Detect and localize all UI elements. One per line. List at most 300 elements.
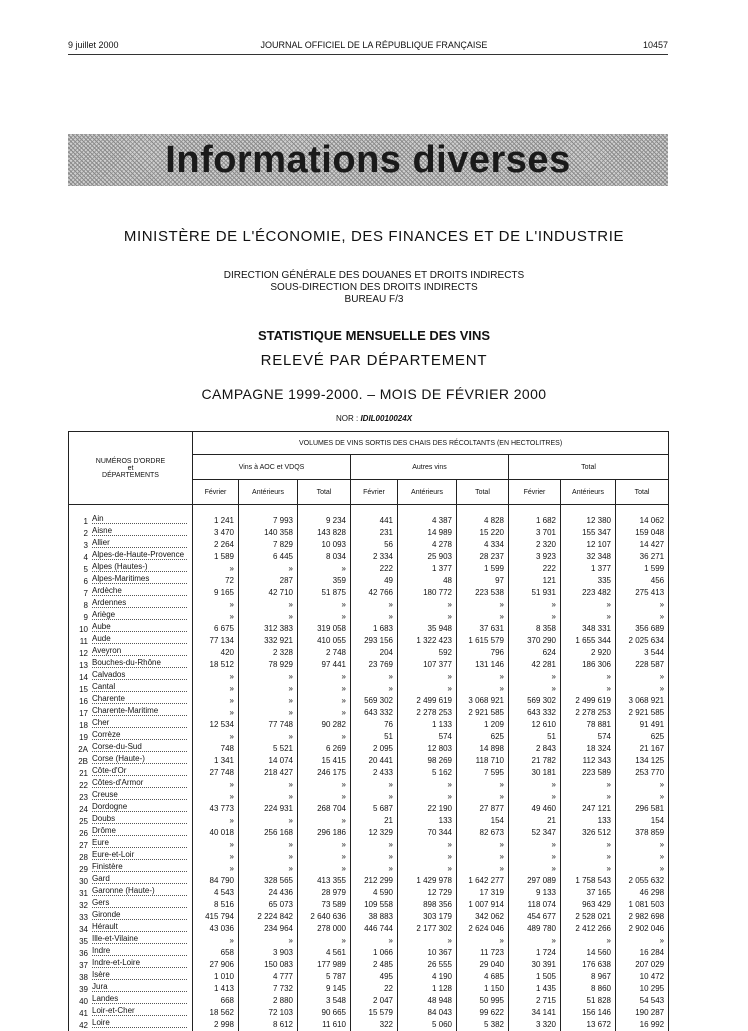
department-cell	[69, 863, 193, 875]
value-cell: 21 167	[616, 743, 669, 755]
value-cell: 107 377	[398, 659, 457, 671]
value-cell: 415 794	[193, 911, 239, 923]
value-cell: 30 391	[509, 959, 561, 971]
value-cell: 10 472	[616, 971, 669, 983]
value-cell: 18 512	[193, 659, 239, 671]
department-number: 30	[79, 877, 88, 886]
value-cell: 38 883	[351, 911, 398, 923]
department-name: Côtes-d'Armor	[92, 779, 187, 788]
value-cell: 625	[616, 731, 669, 743]
value-cell: 378 859	[616, 827, 669, 839]
value-cell: 5 521	[239, 743, 298, 755]
value-cell: 212 299	[351, 875, 398, 887]
value-cell: »	[616, 671, 669, 683]
value-cell: »	[193, 839, 239, 851]
value-cell: 332 921	[239, 635, 298, 647]
value-cell: 420	[193, 647, 239, 659]
department-number: 16	[79, 697, 88, 706]
value-cell: 1 505	[509, 971, 561, 983]
value-cell: »	[561, 935, 616, 947]
table-row	[69, 611, 669, 623]
value-cell: 9 165	[193, 587, 239, 599]
department-number: 13	[79, 661, 88, 670]
table-row	[69, 635, 669, 647]
value-cell: 8 860	[561, 983, 616, 995]
subcol-total: Total	[457, 480, 509, 505]
value-cell: »	[351, 839, 398, 851]
value-cell: 246 175	[298, 767, 351, 779]
value-cell: 97	[457, 575, 509, 587]
value-cell: 23 769	[351, 659, 398, 671]
department-number: 37	[79, 961, 88, 970]
department-number: 38	[79, 973, 88, 982]
value-cell: 5 787	[298, 971, 351, 983]
value-cell: 1 683	[351, 623, 398, 635]
department-number: 40	[79, 997, 88, 1006]
value-cell: »	[509, 779, 561, 791]
value-cell: 5 382	[457, 1019, 509, 1031]
value-cell: 8 516	[193, 899, 239, 911]
table-row	[69, 875, 669, 887]
table-row	[69, 731, 669, 743]
value-cell: 2 624 046	[457, 923, 509, 935]
value-cell: 326 512	[561, 827, 616, 839]
value-cell: 131 146	[457, 659, 509, 671]
department-number: 19	[79, 733, 88, 742]
department-cell	[69, 1007, 193, 1019]
value-cell: »	[239, 935, 298, 947]
value-cell: 70 344	[398, 827, 457, 839]
value-cell: 25 903	[398, 551, 457, 563]
value-cell: 37 165	[561, 887, 616, 899]
subcol-total: Total	[616, 480, 669, 505]
banner-title: Informations diverses	[165, 139, 571, 181]
subcol-fevrier: Février	[351, 480, 398, 505]
value-cell: 1 007 914	[457, 899, 509, 911]
department-name: Alpes-de-Haute-Provence	[92, 551, 187, 560]
value-cell: »	[239, 863, 298, 875]
department-name: Landes	[92, 995, 187, 1004]
department-name: Corrèze	[92, 731, 187, 740]
department-number: 18	[79, 721, 88, 730]
value-cell: 43 036	[193, 923, 239, 935]
table-row	[69, 923, 669, 935]
value-cell: 342 062	[457, 911, 509, 923]
value-cell: 293 156	[351, 635, 398, 647]
value-cell: 1 435	[509, 983, 561, 995]
value-cell: 253 770	[616, 767, 669, 779]
value-cell: 46 298	[616, 887, 669, 899]
department-cell	[69, 947, 193, 959]
value-cell: 8 612	[239, 1019, 298, 1031]
value-cell: 42 710	[239, 587, 298, 599]
department-name: Charente-Maritime	[92, 707, 187, 716]
value-cell: 6 675	[193, 623, 239, 635]
value-cell: 56	[351, 539, 398, 551]
value-cell: 12 803	[398, 743, 457, 755]
department-number: 36	[79, 949, 88, 958]
wine-statistics-table	[68, 431, 669, 1031]
value-cell: 8 358	[509, 623, 561, 635]
section-banner	[68, 134, 668, 186]
table-row	[69, 683, 669, 695]
value-cell: 76	[351, 719, 398, 731]
value-cell: 2 499 619	[561, 695, 616, 707]
value-cell: 36 271	[616, 551, 669, 563]
value-cell: 154	[616, 815, 669, 827]
value-cell: 2 224 842	[239, 911, 298, 923]
value-cell: 3 320	[509, 1019, 561, 1031]
value-cell: 231	[351, 527, 398, 539]
value-cell: »	[239, 599, 298, 611]
value-cell: 223 482	[561, 587, 616, 599]
value-cell: 48	[398, 575, 457, 587]
value-cell: 234 964	[239, 923, 298, 935]
releve-title: RELEVÉ PAR DÉPARTEMENT	[260, 352, 488, 369]
value-cell: »	[298, 779, 351, 791]
value-cell: »	[193, 791, 239, 803]
department-name: Charente	[92, 695, 187, 704]
value-cell: 1 599	[616, 563, 669, 575]
department-cell	[69, 959, 193, 971]
value-cell: 275 413	[616, 587, 669, 599]
value-cell: 204	[351, 647, 398, 659]
value-cell: 218 427	[239, 767, 298, 779]
value-cell: »	[239, 851, 298, 863]
value-cell: »	[298, 599, 351, 611]
value-cell: 256 168	[239, 827, 298, 839]
value-cell: 296 186	[298, 827, 351, 839]
value-cell: 28 979	[298, 887, 351, 899]
value-cell: 49	[351, 575, 398, 587]
value-cell: 328 565	[239, 875, 298, 887]
value-cell: 29 040	[457, 959, 509, 971]
value-cell: 91 491	[616, 719, 669, 731]
value-cell: 16 992	[616, 1019, 669, 1031]
value-cell: 1 642 277	[457, 875, 509, 887]
department-number: 39	[79, 985, 88, 994]
value-cell: 624	[509, 647, 561, 659]
value-cell: 18 324	[561, 743, 616, 755]
department-number: 31	[79, 889, 88, 898]
value-cell: 4 561	[298, 947, 351, 959]
value-cell: 22	[351, 983, 398, 995]
value-cell: 4 828	[457, 515, 509, 527]
value-cell: 12 329	[351, 827, 398, 839]
department-name: Bouches-du-Rhône	[92, 659, 187, 668]
value-cell: »	[298, 683, 351, 695]
table-row	[69, 887, 669, 899]
value-cell: 121	[509, 575, 561, 587]
value-cell: »	[298, 695, 351, 707]
statistics-title: STATISTIQUE MENSUELLE DES VINS	[257, 328, 491, 343]
value-cell: 796	[457, 647, 509, 659]
value-cell: »	[351, 611, 398, 623]
value-cell: »	[193, 683, 239, 695]
value-cell: »	[239, 731, 298, 743]
department-name: Ille-et-Vilaine	[92, 935, 187, 944]
value-cell: »	[561, 671, 616, 683]
group-header-aoc: Vins à AOC et VDQS	[193, 455, 351, 480]
value-cell: 13 672	[561, 1019, 616, 1031]
table-body	[69, 515, 669, 1031]
value-cell: »	[616, 851, 669, 863]
value-cell: 2 748	[298, 647, 351, 659]
value-cell: 27 748	[193, 767, 239, 779]
department-cell	[69, 779, 193, 791]
value-cell: 4 590	[351, 887, 398, 899]
value-cell: 177 989	[298, 959, 351, 971]
department-name: Gironde	[92, 911, 187, 920]
subcol-anterieurs: Antérieurs	[239, 480, 298, 505]
table-row	[69, 995, 669, 1007]
department-number: 25	[79, 817, 88, 826]
table-row	[69, 527, 669, 539]
value-cell: »	[193, 563, 239, 575]
value-cell: 98 269	[398, 755, 457, 767]
value-cell: 3 701	[509, 527, 561, 539]
value-cell: »	[298, 731, 351, 743]
value-cell: »	[398, 791, 457, 803]
value-cell: 78 881	[561, 719, 616, 731]
department-name: Ain	[92, 515, 187, 524]
value-cell: 268 704	[298, 803, 351, 815]
value-cell: 1 377	[398, 563, 457, 575]
value-cell: »	[398, 839, 457, 851]
table-row	[69, 971, 669, 983]
value-cell: 51	[351, 731, 398, 743]
value-cell: 51 828	[561, 995, 616, 1007]
value-cell: 1 724	[509, 947, 561, 959]
value-cell: 72	[193, 575, 239, 587]
value-cell: 222	[351, 563, 398, 575]
value-cell: 1 682	[509, 515, 561, 527]
table-row	[69, 1019, 669, 1031]
department-number: 2A	[78, 745, 88, 754]
value-cell: »	[298, 671, 351, 683]
value-cell: 1 322 423	[398, 635, 457, 647]
value-cell: »	[398, 611, 457, 623]
department-number: 34	[79, 925, 88, 934]
value-cell: »	[239, 779, 298, 791]
value-cell: 54 543	[616, 995, 669, 1007]
value-cell: 335	[561, 575, 616, 587]
department-cell	[69, 647, 193, 659]
value-cell: »	[616, 935, 669, 947]
department-number: 6	[83, 577, 88, 586]
value-cell: 14 898	[457, 743, 509, 755]
table-row	[69, 671, 669, 683]
value-cell: 2 528 021	[561, 911, 616, 923]
value-cell: 73 589	[298, 899, 351, 911]
department-cell	[69, 683, 193, 695]
value-cell: 748	[193, 743, 239, 755]
value-cell: 159 048	[616, 527, 669, 539]
value-cell: 9 145	[298, 983, 351, 995]
value-cell: 370 290	[509, 635, 561, 647]
table-row	[69, 623, 669, 635]
value-cell: »	[457, 671, 509, 683]
value-cell: 14 427	[616, 539, 669, 551]
value-cell: 4 334	[457, 539, 509, 551]
value-cell: »	[239, 791, 298, 803]
value-cell: »	[509, 791, 561, 803]
department-name: Aveyron	[92, 647, 187, 656]
value-cell: »	[398, 599, 457, 611]
value-cell: 15 220	[457, 527, 509, 539]
value-cell: 2 921 585	[616, 707, 669, 719]
department-name: Drôme	[92, 827, 187, 836]
table-row	[69, 815, 669, 827]
value-cell: 190 287	[616, 1007, 669, 1019]
value-cell: »	[616, 683, 669, 695]
department-cell	[69, 575, 193, 587]
value-cell: 84 043	[398, 1007, 457, 1019]
value-cell: 658	[193, 947, 239, 959]
value-cell: 643 332	[351, 707, 398, 719]
value-cell: 10 295	[616, 983, 669, 995]
department-number: 12	[79, 649, 88, 658]
header-page-number: 10457	[642, 40, 668, 50]
direction-line-1: DIRECTION GÉNÉRALE DES DOUANES ET DROITS INDIRECTS	[223, 270, 525, 281]
department-cell	[69, 527, 193, 539]
value-cell: 22 190	[398, 803, 457, 815]
value-cell: 112 343	[561, 755, 616, 767]
value-cell: 3 903	[239, 947, 298, 959]
value-cell: 2 640 636	[298, 911, 351, 923]
value-cell: 2 177 302	[398, 923, 457, 935]
value-cell: 51	[509, 731, 561, 743]
value-cell: 49 460	[509, 803, 561, 815]
value-cell: 446 744	[351, 923, 398, 935]
department-name: Gers	[92, 899, 187, 908]
department-number: 3	[83, 541, 88, 550]
subcol-fevrier: Février	[509, 480, 561, 505]
value-cell: 14 989	[398, 527, 457, 539]
value-cell: »	[193, 935, 239, 947]
department-cell	[69, 971, 193, 983]
department-cell	[69, 851, 193, 863]
value-cell: 15 579	[351, 1007, 398, 1019]
value-cell: »	[398, 671, 457, 683]
value-cell: 1 209	[457, 719, 509, 731]
value-cell: 8 967	[561, 971, 616, 983]
value-cell: »	[239, 683, 298, 695]
ministry-title: MINISTÈRE DE L'ÉCONOMIE, DES FINANCES ET DE L'INDUSTRIE	[123, 228, 625, 245]
value-cell: 1 150	[457, 983, 509, 995]
value-cell: 2 982 698	[616, 911, 669, 923]
value-cell: 668	[193, 995, 239, 1007]
value-cell: »	[561, 839, 616, 851]
department-cell	[69, 923, 193, 935]
value-cell: 12 107	[561, 539, 616, 551]
department-cell	[69, 803, 193, 815]
value-cell: 1 615 579	[457, 635, 509, 647]
table-row	[69, 851, 669, 863]
department-cell	[69, 563, 193, 575]
value-cell: 898 356	[398, 899, 457, 911]
department-number: 8	[83, 601, 88, 610]
value-cell: 9 133	[509, 887, 561, 899]
value-cell: »	[351, 779, 398, 791]
table-row	[69, 791, 669, 803]
value-cell: 410 055	[298, 635, 351, 647]
header-journal: JOURNAL OFFICIEL DE LA RÉPUBLIQUE FRANÇAISE	[260, 40, 488, 50]
department-name: Aube	[92, 623, 187, 632]
value-cell: »	[561, 851, 616, 863]
table-row	[69, 743, 669, 755]
value-cell: 77 134	[193, 635, 239, 647]
value-cell: 186 306	[561, 659, 616, 671]
department-name: Jura	[92, 983, 187, 992]
department-cell	[69, 731, 193, 743]
value-cell: 5 687	[351, 803, 398, 815]
value-cell: 287	[239, 575, 298, 587]
department-name: Eure	[92, 839, 187, 848]
subcol-total: Total	[298, 480, 351, 505]
value-cell: »	[193, 851, 239, 863]
department-name: Ardèche	[92, 587, 187, 596]
value-cell: »	[561, 779, 616, 791]
value-cell: »	[509, 839, 561, 851]
value-cell: »	[351, 683, 398, 695]
header-date: 9 juillet 2000	[68, 40, 119, 50]
value-cell: 90 282	[298, 719, 351, 731]
department-number: 10	[79, 625, 88, 634]
value-cell: 2 095	[351, 743, 398, 755]
value-cell: 223 538	[457, 587, 509, 599]
value-cell: 84 790	[193, 875, 239, 887]
department-number: 14	[79, 673, 88, 682]
department-number: 2	[83, 529, 88, 538]
value-cell: 14 062	[616, 515, 669, 527]
value-cell: 1 081 503	[616, 899, 669, 911]
table-row	[69, 719, 669, 731]
value-cell: 1 413	[193, 983, 239, 995]
value-cell: »	[398, 851, 457, 863]
department-column-header: NUMÉROS D'ORDRE et DÉPARTEMENTS	[69, 432, 193, 505]
value-cell: 592	[398, 647, 457, 659]
value-cell: 109 558	[351, 899, 398, 911]
value-cell: 42 281	[509, 659, 561, 671]
department-name: Ariège	[92, 611, 187, 620]
value-cell: 4 777	[239, 971, 298, 983]
value-cell: 99 622	[457, 1007, 509, 1019]
department-name: Cher	[92, 719, 187, 728]
value-cell: 65 073	[239, 899, 298, 911]
nor-reference	[0, 414, 748, 423]
value-cell: 2 902 046	[616, 923, 669, 935]
value-cell: 16 284	[616, 947, 669, 959]
value-cell: 1 429 978	[398, 875, 457, 887]
table-row	[69, 983, 669, 995]
value-cell: 456	[616, 575, 669, 587]
value-cell: »	[509, 935, 561, 947]
value-cell: 625	[457, 731, 509, 743]
value-cell: »	[561, 599, 616, 611]
value-cell: 4 685	[457, 971, 509, 983]
subcol-anterieurs: Antérieurs	[398, 480, 457, 505]
value-cell: 10 367	[398, 947, 457, 959]
value-cell: 489 780	[509, 923, 561, 935]
value-cell: 12 729	[398, 887, 457, 899]
value-cell: 180 772	[398, 587, 457, 599]
department-number: 26	[79, 829, 88, 838]
department-cell	[69, 875, 193, 887]
department-cell	[69, 887, 193, 899]
value-cell: 2 278 253	[561, 707, 616, 719]
value-cell: 3 548	[298, 995, 351, 1007]
